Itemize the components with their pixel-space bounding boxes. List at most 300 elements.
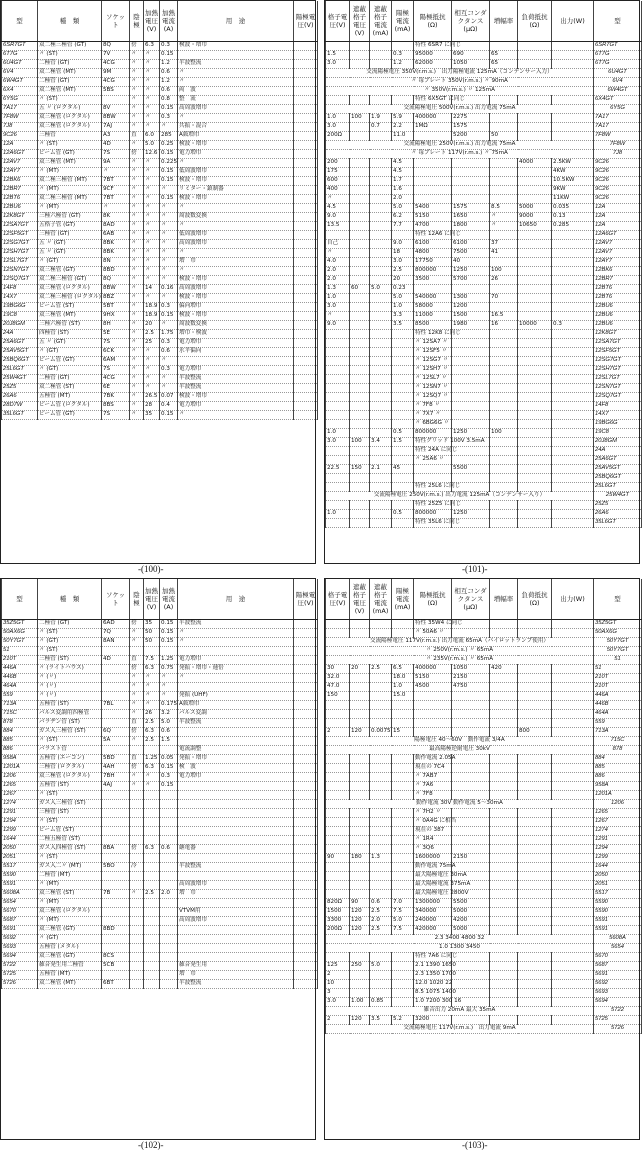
table-cell — [392, 755, 414, 764]
table-row — [326, 519, 642, 528]
table-cell — [326, 890, 350, 899]
table-cell — [102, 96, 130, 105]
tube-type: 6V4 — [594, 78, 642, 87]
table-row — [326, 465, 642, 474]
table-cell — [294, 710, 318, 719]
table-row — [2, 168, 318, 177]
tube-type: 12AV7 — [594, 240, 642, 249]
table-row — [326, 42, 642, 51]
spanning-note: 雑音出力 20mA 最大 35mA — [326, 1007, 594, 1016]
table-cell — [414, 195, 452, 204]
tube-type: 14F8 — [594, 402, 642, 411]
table-cell: 〃 (ST) — [38, 791, 102, 800]
table-row — [2, 863, 318, 872]
table-cell — [552, 384, 594, 393]
tube-type: 886 — [2, 746, 38, 755]
table-cell: 1575 — [452, 123, 490, 132]
table-cell — [294, 674, 318, 683]
tube-type: 5608A — [2, 890, 38, 899]
table-cell: 17750 — [414, 258, 452, 267]
table-cell — [452, 285, 490, 294]
table-cell: 6.5 — [392, 665, 414, 674]
table-cell — [326, 845, 350, 854]
table-cell: 8BK — [102, 240, 130, 249]
table-row — [326, 773, 642, 782]
table-cell — [160, 746, 178, 755]
table-row — [326, 393, 642, 402]
tube-type: 12SQ7GT — [594, 393, 642, 402]
table-cell: 2.0 — [326, 276, 350, 285]
table-cell — [518, 186, 552, 195]
table-cell: 6E — [102, 384, 130, 393]
tube-type: 5517 — [594, 890, 642, 899]
tube-type: 12BU6 — [2, 204, 38, 213]
table-cell — [490, 899, 518, 908]
table-row — [326, 105, 642, 114]
table-cell: 三極管 (GT) — [38, 231, 102, 240]
table-row — [2, 728, 318, 737]
table-row — [2, 366, 318, 375]
table-cell — [350, 42, 370, 51]
table-row — [2, 51, 318, 60]
table-cell: 三極管 (ST) — [38, 656, 102, 665]
table-cell — [490, 836, 518, 845]
table-cell — [326, 818, 350, 827]
table-row — [2, 935, 318, 944]
table-cell — [326, 456, 350, 465]
table-cell — [414, 701, 452, 710]
table-cell — [370, 429, 392, 438]
table-row — [326, 258, 642, 267]
column-header: 加熱電流(A) — [160, 579, 178, 620]
table-cell — [326, 629, 350, 638]
table-cell: 〃 — [144, 357, 160, 366]
table-cell: 〃 — [160, 231, 178, 240]
table-cell — [294, 836, 318, 845]
table-cell: 〃 — [130, 240, 144, 249]
table-cell — [350, 719, 370, 728]
table-cell: 〃 — [130, 411, 144, 420]
table-cell — [452, 980, 490, 989]
table-cell: 水平偏向 — [178, 348, 294, 357]
table-row — [326, 501, 642, 510]
table-cell: 低周波増巾 — [178, 168, 294, 177]
table-cell: 半波整流 — [178, 384, 294, 393]
table-cell — [294, 285, 318, 294]
table-cell — [490, 483, 518, 492]
table-cell: 〃 25A6 〃 — [414, 456, 452, 465]
table-cell: 〃 — [144, 114, 160, 123]
table-cell: 〃 (〃) — [38, 674, 102, 683]
table-cell: 5150 — [414, 674, 452, 683]
table-cell — [518, 989, 552, 998]
table-cell — [490, 402, 518, 411]
table-cell — [552, 240, 594, 249]
table-cell: 特性 12A6 に同じ — [414, 231, 452, 240]
table-cell: 三極管 (ロクタル) — [38, 764, 102, 773]
table-cell: 〃 — [144, 782, 160, 791]
table-row — [326, 285, 642, 294]
table-cell: 傍 — [130, 764, 144, 773]
table-cell: 1.0 — [392, 303, 414, 312]
column-header: 負荷抵抗(Ω) — [518, 1, 552, 42]
table-cell: 5.0 — [392, 917, 414, 926]
table-cell — [350, 456, 370, 465]
table-cell: 〃 — [178, 638, 294, 647]
table-cell: 〃 — [178, 222, 294, 231]
table-cell: 〃 — [144, 258, 160, 267]
table-row — [2, 827, 318, 836]
table-cell — [392, 420, 414, 429]
table-cell — [490, 953, 518, 962]
table-cell — [370, 51, 392, 60]
table-cell: 0.3 — [160, 366, 178, 375]
table-cell — [518, 998, 552, 1007]
table-cell — [392, 773, 414, 782]
table-cell — [518, 240, 552, 249]
table-cell — [518, 411, 552, 420]
table-row — [2, 854, 318, 863]
table-cell — [414, 285, 452, 294]
table-cell: 〃 (GT) — [38, 638, 102, 647]
table-cell — [144, 953, 160, 962]
table-cell — [294, 204, 318, 213]
table-cell: 〃 — [144, 204, 160, 213]
table-cell — [178, 953, 294, 962]
table-cell: 8AD — [102, 222, 130, 231]
tube-type: 12SG7GT — [2, 240, 38, 249]
tube-type: 7A17 — [594, 114, 642, 123]
table-cell — [518, 114, 552, 123]
table-cell: 〃 — [130, 69, 144, 78]
table-cell — [414, 692, 452, 701]
table-cell: 〃 — [178, 78, 294, 87]
table-cell — [552, 620, 594, 629]
tube-type: 12SL7GT — [594, 375, 642, 384]
table-cell — [370, 620, 392, 629]
table-cell: 雑音発生用二極管 — [38, 962, 102, 971]
table-cell — [294, 294, 318, 303]
table-cell — [370, 240, 392, 249]
table-cell — [552, 683, 594, 692]
table-cell — [160, 647, 178, 656]
table-cell: 特性 35W4 に同じ — [414, 620, 452, 629]
table-cell: 6AD — [102, 620, 130, 629]
column-header: 陽極電圧(V) — [294, 579, 318, 620]
table-cell: 〃 — [144, 195, 160, 204]
table-row — [326, 971, 642, 980]
table-row — [2, 123, 318, 132]
table-body — [326, 620, 642, 1034]
tube-type: 464A — [594, 710, 642, 719]
table-cell: 9CF — [102, 186, 130, 195]
table-cell: 9M — [102, 69, 130, 78]
table-cell — [294, 240, 318, 249]
table-cell: ビーム管 (ロクタル) — [38, 402, 102, 411]
table-cell — [350, 348, 370, 357]
table-cell — [552, 249, 594, 258]
table-cell: 〃 (ST) — [38, 96, 102, 105]
table-cell — [178, 899, 294, 908]
table-cell: 〃 — [144, 249, 160, 258]
table-row — [326, 69, 642, 78]
column-header: 陽極抵抗(Ω) — [414, 579, 452, 620]
table-cell: 8BD — [102, 267, 130, 276]
table-cell: 7BH — [102, 773, 130, 782]
table-row — [326, 213, 642, 222]
table-cell: 6BT — [102, 980, 130, 989]
table-row — [326, 665, 642, 674]
table-cell — [370, 953, 392, 962]
table-cell: 〃 — [130, 114, 144, 123]
table-cell: 9HX — [102, 312, 130, 321]
table-cell: 〃 — [178, 69, 294, 78]
table-cell — [294, 249, 318, 258]
table-cell: 3.0 — [326, 123, 350, 132]
table-cell: 0.15 — [160, 51, 178, 60]
table-cell — [350, 132, 370, 141]
table-cell: 〃 — [130, 60, 144, 69]
table-cell — [452, 989, 490, 998]
tube-type: 884 — [2, 728, 38, 737]
table-cell: 〃 — [130, 683, 144, 692]
table-cell — [130, 971, 144, 980]
table-cell — [102, 944, 130, 953]
table-cell: 〃 (ST) — [38, 629, 102, 638]
table-row — [2, 312, 318, 321]
table-row — [326, 222, 642, 231]
table-cell — [490, 710, 518, 719]
table-cell: ビーム管 (GT) — [38, 150, 102, 159]
table-cell — [452, 953, 490, 962]
table-cell — [552, 836, 594, 845]
table-row — [2, 105, 318, 114]
table-cell: 偏向増巾 — [178, 303, 294, 312]
tube-type: 5691 — [594, 971, 642, 980]
table-cell — [552, 132, 594, 141]
header-row — [326, 579, 642, 620]
table-cell — [350, 881, 370, 890]
table-cell — [326, 348, 350, 357]
tube-type: 6U4GT — [2, 60, 38, 69]
table-row — [2, 791, 318, 800]
table-cell — [144, 881, 160, 890]
table-cell: 周波数変換 — [178, 321, 294, 330]
table-cell — [392, 845, 414, 854]
table-cell: 双二極三極管 (GT) — [38, 42, 102, 51]
column-header: 遮蔽格子電圧(V) — [350, 1, 370, 42]
table-cell — [518, 231, 552, 240]
table-cell: 0.6 — [370, 899, 392, 908]
table-cell: 8N — [102, 258, 130, 267]
table-cell — [490, 96, 518, 105]
table-cell: 半波整流 — [178, 863, 294, 872]
table-cell: 2.5 — [370, 926, 392, 935]
tube-type: 12SG7GT — [594, 357, 642, 366]
tube-type: 19C8 — [2, 312, 38, 321]
table-cell: 半波整流 — [178, 60, 294, 69]
table-row — [2, 674, 318, 683]
table-row — [326, 782, 642, 791]
table-cell: 〃 — [144, 78, 160, 87]
column-header: 格子電圧(V) — [326, 579, 350, 620]
table-cell: 〃 — [160, 123, 178, 132]
table-cell — [144, 917, 160, 926]
tube-type: 958A — [2, 755, 38, 764]
table-row — [326, 854, 642, 863]
table-cell: 3.2 — [160, 710, 178, 719]
table-cell — [326, 881, 350, 890]
table-cell: 〃 7A6 — [414, 782, 452, 791]
table-cell: 〃 — [160, 692, 178, 701]
table-cell: 0.6 — [160, 87, 178, 96]
table-cell — [178, 872, 294, 881]
table-row — [2, 890, 318, 899]
table-cell: 三極六極管 (ST) — [38, 321, 102, 330]
table-cell: 0.16 — [160, 285, 178, 294]
tube-type: 5722 — [594, 1007, 642, 1016]
table-cell: 120 — [350, 1016, 370, 1025]
table-cell: 0.15 — [160, 177, 178, 186]
column-header: 陽極電圧(V) — [294, 1, 318, 42]
table-cell — [294, 141, 318, 150]
table-cell — [350, 240, 370, 249]
table-cell: 〃 — [130, 384, 144, 393]
table-cell: 26 — [144, 710, 160, 719]
table-cell: 〃 — [130, 177, 144, 186]
table-row — [326, 357, 642, 366]
table-cell: 6AB — [102, 231, 130, 240]
table-cell: 28 — [144, 402, 160, 411]
table-cell: 〃 — [144, 60, 160, 69]
table-cell — [452, 719, 490, 728]
tube-type: 20J8GM — [594, 438, 642, 447]
table-cell: 90 — [350, 899, 370, 908]
table-cell — [552, 285, 594, 294]
table-cell: 5500 — [452, 899, 490, 908]
table-cell: 〃 — [160, 683, 178, 692]
table-cell — [294, 60, 318, 69]
table-cell — [326, 872, 350, 881]
tube-type: 9C26 — [594, 168, 642, 177]
table-cell — [350, 60, 370, 69]
table-cell — [518, 773, 552, 782]
table-cell: 4D — [102, 141, 130, 150]
table-cell: 0.15 — [160, 168, 178, 177]
table-cell: 〃 — [130, 249, 144, 258]
table-cell — [552, 917, 594, 926]
table-cell — [518, 357, 552, 366]
table-cell: 8BK — [102, 249, 130, 258]
table-cell — [552, 980, 594, 989]
table-cell: 動作電流 75mA — [414, 863, 452, 872]
table-row — [326, 384, 642, 393]
table-cell — [102, 854, 130, 863]
table-cell: 〃 — [130, 159, 144, 168]
table-cell: 3.0 — [326, 60, 350, 69]
table-row — [2, 258, 318, 267]
table-row — [326, 168, 642, 177]
table-cell — [294, 755, 318, 764]
table-cell: A3 — [102, 132, 130, 141]
tube-type: 2051 — [2, 854, 38, 863]
table-cell — [392, 231, 414, 240]
tube-type: 25W4GT — [594, 492, 642, 501]
table-cell: 双二極三極管 (GT) — [38, 276, 102, 285]
table-row — [326, 114, 642, 123]
table-cell — [452, 773, 490, 782]
table-cell: 〃 — [130, 78, 144, 87]
table-body — [2, 620, 318, 989]
table-cell: 〃 — [160, 321, 178, 330]
table-cell — [370, 629, 392, 638]
table-cell — [552, 51, 594, 60]
table-cell — [102, 719, 130, 728]
tube-type: 12A6GT — [594, 231, 642, 240]
table-cell: 8BD — [102, 926, 130, 935]
tube-type: 14F8 — [2, 285, 38, 294]
table-cell: 0.225 — [160, 159, 178, 168]
table-cell: 0.75 — [160, 665, 178, 674]
table-cell — [130, 926, 144, 935]
table-cell: 3300 — [326, 917, 350, 926]
table-cell — [392, 719, 414, 728]
table-cell: 〃 — [160, 267, 178, 276]
table-row — [2, 908, 318, 917]
table-row — [326, 935, 642, 944]
spanning-note: 最高陽極逆耐電圧 30kV — [326, 746, 594, 755]
table-cell — [370, 213, 392, 222]
table-cell: 三極管 (ST) — [38, 809, 102, 818]
tube-type: 50AX6G — [594, 629, 642, 638]
table-cell — [350, 231, 370, 240]
table-cell — [294, 800, 318, 809]
table-body — [2, 42, 318, 420]
table-cell — [326, 773, 350, 782]
table-cell — [552, 845, 594, 854]
table-cell — [490, 339, 518, 348]
table-cell — [552, 114, 594, 123]
table-cell — [326, 710, 350, 719]
table-cell — [294, 105, 318, 114]
table-cell — [552, 60, 594, 69]
table-cell — [294, 393, 318, 402]
table-cell — [518, 447, 552, 456]
table-cell — [452, 384, 490, 393]
table-cell: 4CG — [102, 375, 130, 384]
table-cell: 〃 12SL7 〃 — [414, 375, 452, 384]
table-cell — [130, 944, 144, 953]
tube-type: 1294 — [594, 845, 642, 854]
tube-type: 5687 — [594, 962, 642, 971]
table-cell: 90 — [326, 854, 350, 863]
table-cell — [490, 447, 518, 456]
table-row — [2, 393, 318, 402]
table-cell: 3.5 — [370, 1016, 392, 1025]
table-row — [2, 809, 318, 818]
table-row — [326, 881, 642, 890]
table-cell — [160, 944, 178, 953]
table-cell: 双三極管 (ロクタル) — [38, 908, 102, 917]
table-cell — [178, 647, 294, 656]
tube-type: 446B — [2, 674, 38, 683]
tube-type: 6T7G — [594, 51, 642, 60]
table-cell — [414, 168, 452, 177]
tube-type: 7A17 — [594, 123, 642, 132]
table-row — [326, 438, 642, 447]
table-row — [326, 701, 642, 710]
table-cell — [490, 971, 518, 980]
